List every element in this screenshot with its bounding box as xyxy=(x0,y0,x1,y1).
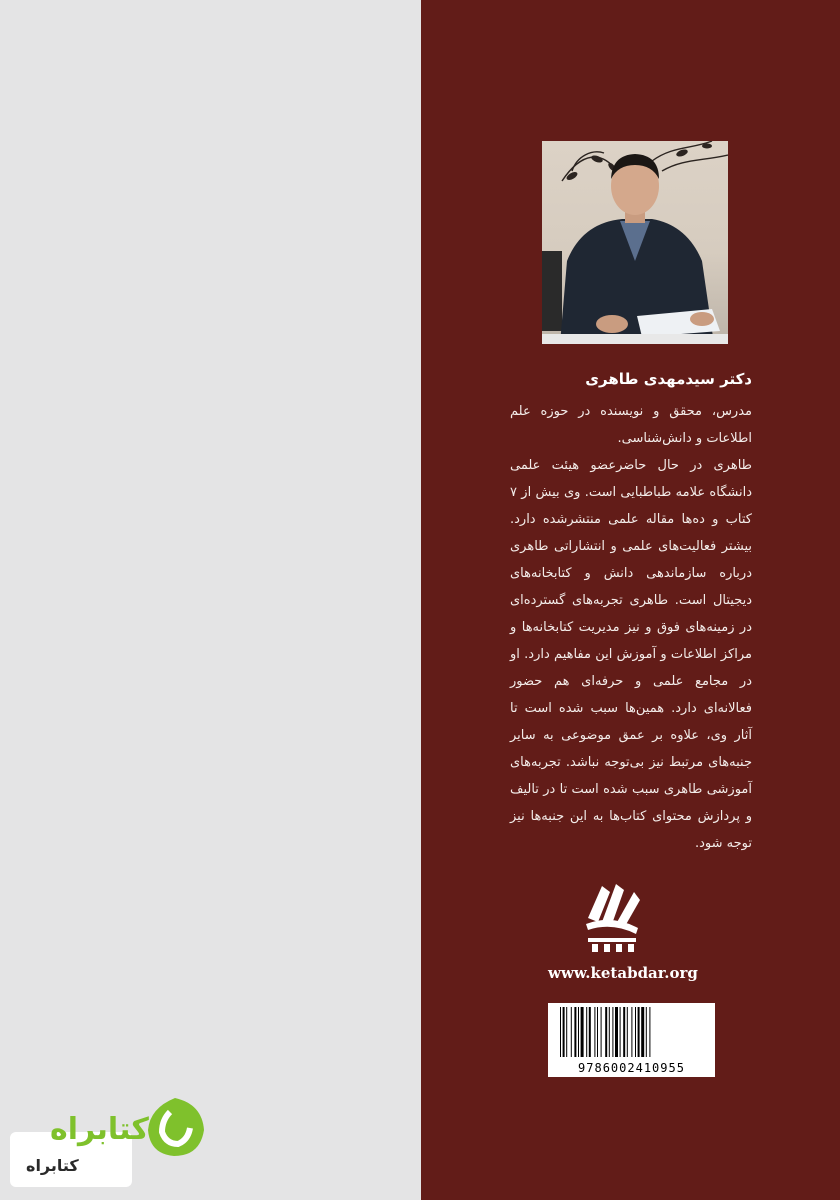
isbn-barcode xyxy=(548,1003,715,1077)
isbn-digits: 9786002410955 xyxy=(578,1061,685,1075)
watermark xyxy=(10,1090,215,1195)
barcode-bars xyxy=(560,1007,703,1057)
author-name: دکتر سیدمهدی طاهری xyxy=(585,370,752,388)
watermark-brand-small: کتابراه xyxy=(26,1156,79,1175)
bio-body: طاهری در حال حاضرعضو هیئت علمی دانشگاه علامه طباطبایی است. وی بیش از ۷ کتاب و ده‌ها مقاله علمی منتشرشده دارد. بیشتر فعالیت‌های علمی و انتشاراتی طاهری درباره سازماندهی دانش و کتابخانه‌های دیجیتال است. طاهری تجربه‌های گسترده‌ای در زمینه‌های فوق و نیز مدیریت کتابخانه‌ها و مراکز اطلاعات و آموزش این مفاهیم دارد. او در مجامع علمی و حرفه‌ای هم حضور فعالانه‌ای دارد. همین‌ها سبب شده است تا آثار وی، علاوه بر عمق موضوعی به سایر جنبه‌های مرتبط نیز بی‌توجه نباشد. تجربه‌های آموزشی طاهری سبب شده است تا در تالیف و پردازش محتوای کتاب‌ها به این جنبه‌ها نیز توجه شود. xyxy=(510,458,752,851)
publisher-website[interactable]: www.ketabdar.org xyxy=(548,964,698,982)
watermark-leaf-icon xyxy=(140,1090,210,1160)
author-photo xyxy=(542,141,728,344)
watermark-brand-large: کتابراه xyxy=(50,1112,149,1147)
author-bio xyxy=(510,398,752,857)
bio-intro: مدرس، محقق و نویسنده در حوزه علم اطلاعات و دانش‌شناسی. xyxy=(510,404,752,446)
publisher-logo-icon xyxy=(582,878,642,954)
